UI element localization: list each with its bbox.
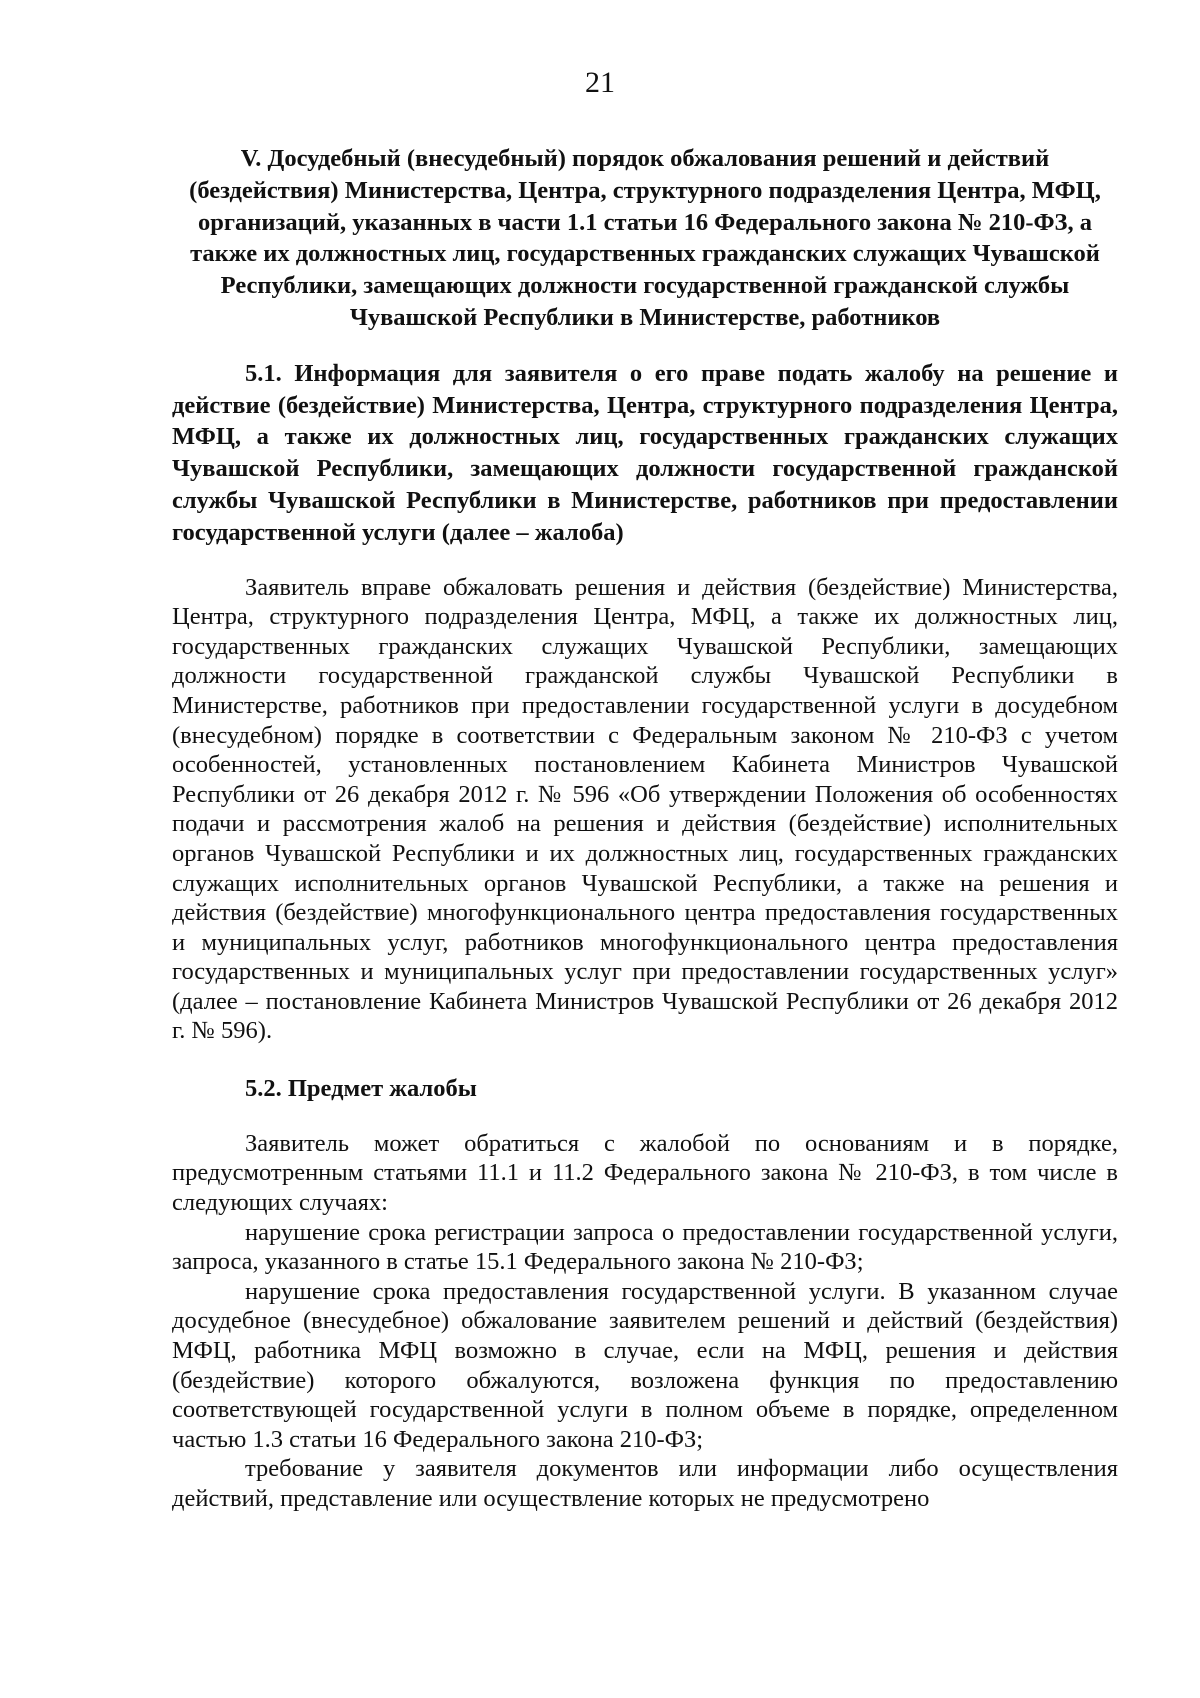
subsection-5-2-paragraph: нарушение срока предоставления государственной услуги. В указанном случае досудебное (внесудебное) обжалование заявителем решений и действий (бездействия) МФЦ, работника МФЦ возможно в случае, если на МФЦ, решения и действия (бездействие) которого обжалуются, возложена функция по предоставлению соответствующей государственной услуги в полном объеме в порядке, определенном частью 1.3 статьи 16 Федерального закона 210-ФЗ; <box>172 1277 1118 1453</box>
subsection-5-2-paragraph: нарушение срока регистрации запроса о предоставлении государственной услуги, запроса, указанного в статье 15.1 Федерального закона № 210-ФЗ; <box>172 1218 1118 1276</box>
section-title: V. Досудебный (внесудебный) порядок обжалования решений и действий (бездействия) Министерства, Центра, структурного подразделения Центра, МФЦ, организаций, указанных в части 1.1 статьи 16 Федерального закона № 210-ФЗ, а также их должностных лиц, государственных гражданских служащих Чувашской Республики, замещающих должности государственной гражданской службы Чувашской Республики в Министерстве, работников <box>189 145 1101 331</box>
subsection-5-2-paragraph: Заявитель может обратиться с жалобой по основаниям и в порядке, предусмотренным статьями 11.1 и 11.2 Федерального закона № 210-ФЗ, в том числе в следующих случаях: <box>172 1129 1118 1217</box>
subsection-5-2-paragraph: требование у заявителя документов или информации либо осуществления действий, представление или осуществление которых не предусмотрено <box>172 1455 1118 1512</box>
spacer <box>172 1046 1118 1073</box>
subsection-5-1-paragraph: Заявитель вправе обжаловать решения и действия (бездействие) Министерства, Центра, структурного подразделения Центра, МФЦ, а также их должностных лиц, государственных гражданских служащих Чувашской Республики, замещающих должности государственной гражданской службы Чувашской Республики в Министерстве, работников при предоставлении государственной услуги в досудебном (внесудебном) порядке в соответствии с Федеральным законом № 210-ФЗ с учетом особенностей, установленных постановлением Кабинета Министров Чувашской Республики от 26 декабря 2012 г. № 596 «Об утверждении Положения об особенностях подачи и рассмотрения жалоб на решения и действия (бездействие) исполнительных органов Чувашской Республики и их должностных лиц, государственных гражданских служащих исполнительных органов Чувашской Республики, а также на решения и действия (бездействие) многофункционального центра предоставления государственных и муниципальных услуг, работников многофункционального центра предоставления государственных и муниципальных услуг при предоставлении государственных услуг» (далее – постановление Кабинета Министров Чувашской Республики от 26 декабря 2012 г. № 596). <box>172 573 1118 1045</box>
page-number: 21 <box>585 66 615 99</box>
subsection-5-2-heading: 5.2. Предмет жалобы <box>245 1075 477 1103</box>
page-content <box>172 143 1118 1514</box>
subsection-5-1-heading: 5.1. Информация для заявителя о его праве подать жалобу на решение и действие (бездействие) Министерства, Центра, структурного подразделения Центра, МФЦ, а также их должностных лиц, государственных гражданских служащих Чувашской Республики, замещающих должности государственной гражданской службы Чувашской Республики в Министерстве, работников при предоставлении государственной услуги (далее – жалоба) <box>172 359 1118 546</box>
